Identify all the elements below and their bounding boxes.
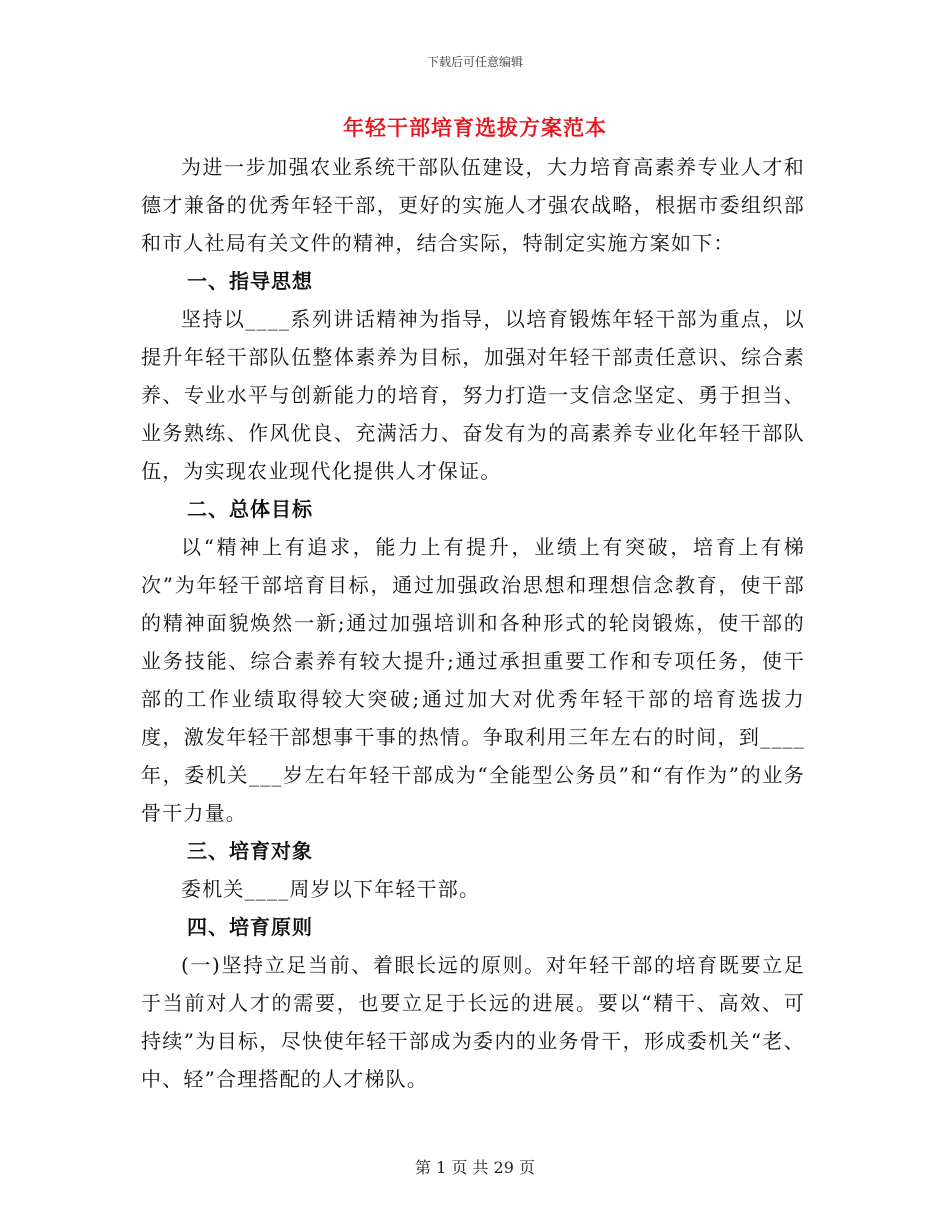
section-heading-training-principles: 四、培育原则 <box>187 915 313 939</box>
header-note: 下载后可任意编辑 <box>426 55 523 69</box>
section-paragraph-training-target: 委机关____周岁以下年轻干部。 <box>181 877 481 901</box>
document-title: 年轻干部培育选拔方案范本 <box>343 115 607 140</box>
section-paragraph-guiding-ideology: 坚持以____系列讲话精神为指导，以培育锻炼年轻干部为重点，以提升年轻干部队伍整体素养为目标，加强对年轻干部责任意识、综合素养、专业水平与创新能力的培育，努力打造一支信念坚定、勇于担当、业务熟练、作风优良、充满活力、奋发有为的高素养专业化年轻干部队伍，为实现农业现代化提供人才保证。 <box>141 307 805 483</box>
section-heading-guiding-ideology: 一、指导思想 <box>187 269 313 293</box>
document-body <box>141 148 805 1098</box>
intro-paragraph: 为进一步加强农业系统干部队伍建设，大力培育高素养专业人才和德才兼备的优秀年轻干部，更好的实施人才强农战略，根据市委组织部和市人社局有关文件的精神，结合实际，特制定实施方案如下： <box>141 155 805 255</box>
section-paragraph-overall-goal: 以“精神上有追求，能力上有提升，业绩上有突破，培育上有梯次”为年轻干部培育目标，通过加强政治思想和理想信念教育，使干部的精神面貌焕然一新;通过加强培训和各种形式的轮岗锻炼，使干部的业务技能、综合素养有较大提升;通过承担重要工作和专项任务，使干部的工作业绩取得较大突破;通过加大对优秀年轻干部的培育选拔力度，激发年轻干部想事干事的热情。争取利用三年左右的时间，到____年，委机关___岁左右年轻干部成为“全能型公务员”和“有作为”的业务骨干力量。 <box>141 535 805 825</box>
page-number: 第 1 页 共 29 页 <box>415 1158 535 1177</box>
section-heading-training-target: 三、培育对象 <box>187 839 313 863</box>
section-heading-overall-goal: 二、总体目标 <box>187 497 313 521</box>
section-paragraph-training-principles: (一)坚持立足当前、着眼长远的原则。对年轻干部的培育既要立足于当前对人才的需要，也要立足于长远的进展。要以“精干、高效、可持续”为目标，尽快使年轻干部成为委内的业务骨干，形成委机关“老、中、轻”合理搭配的人才梯队。 <box>141 953 805 1091</box>
